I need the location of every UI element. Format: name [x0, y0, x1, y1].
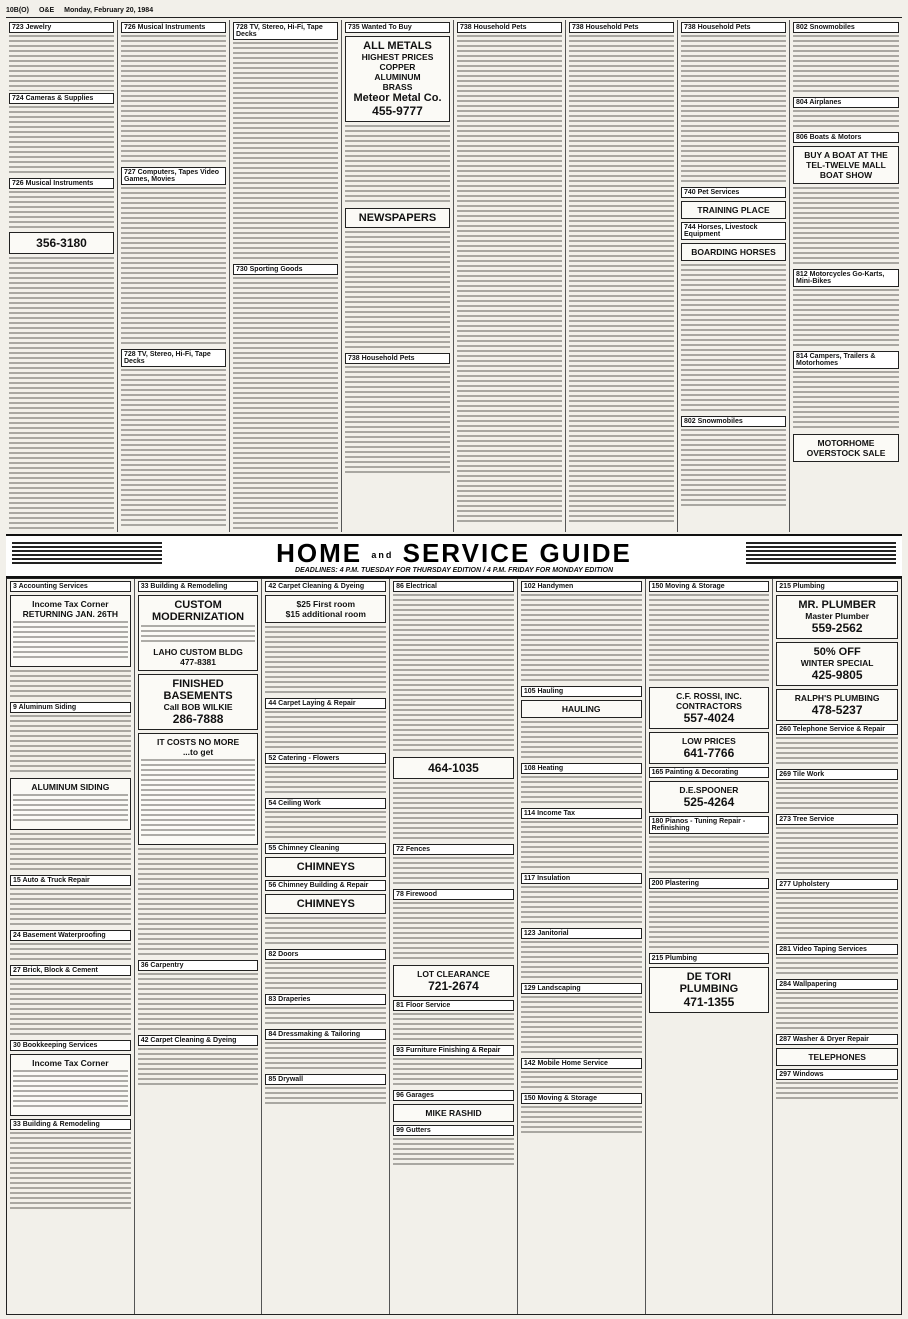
upper-column-6: [566, 20, 678, 532]
ad-phone: 477-8381: [180, 657, 217, 667]
section-heading: 142 Mobile Home Service: [521, 1058, 642, 1069]
income-tax-ad: [10, 595, 131, 667]
ad-headline: LOT CLEARANCE: [417, 969, 490, 979]
ad-line: BUY A BOAT AT THE: [804, 150, 888, 160]
listing-text: [776, 1082, 898, 1102]
section-heading: 123 Janitorial: [521, 928, 642, 939]
ad-headline: ALUMINUM SIDING: [31, 782, 110, 792]
listing-text: [521, 1106, 642, 1136]
section-heading: 33 Building & Remodeling: [10, 1119, 131, 1130]
ad-headline: MR. PLUMBER: [798, 599, 876, 611]
ad-line: ...to get: [182, 747, 214, 757]
listing-text: [265, 1042, 386, 1072]
ad-headline: RALPH'S PLUMBING: [794, 693, 880, 703]
section-heading: 738 Household Pets: [457, 22, 562, 33]
listing-text: [138, 973, 259, 1033]
ad-line: TEL-TWELVE MALL: [806, 160, 886, 170]
ad-headline: DE TORI: [686, 971, 732, 983]
banner-title-and: and: [371, 550, 394, 561]
detori-plumbing-ad: [649, 967, 770, 1013]
section-heading: 9 Aluminum Siding: [10, 702, 131, 713]
ad-phone: 721-2674: [428, 979, 479, 993]
spooner-ad: [649, 781, 770, 813]
section-heading: 200 Plastering: [649, 878, 770, 889]
ad-headline: LOW PRICES: [682, 736, 736, 746]
lower-column-4: [390, 579, 518, 1314]
display-ad: [9, 232, 114, 254]
upper-column-7: [678, 20, 790, 532]
section-heading: 86 Electrical: [393, 581, 514, 592]
section-heading: 804 Airplanes: [793, 97, 899, 108]
listing-text: [265, 811, 386, 841]
section-heading: 802 Snowmobiles: [681, 416, 786, 427]
section-heading: 99 Gutters: [393, 1125, 514, 1136]
ad-headline: TELEPHONES: [808, 1052, 866, 1062]
ad-headline: CUSTOM: [174, 599, 222, 611]
ad-headline: 50% OFF: [813, 646, 861, 658]
home-service-guide-banner: [6, 534, 902, 578]
listing-text: [521, 941, 642, 981]
listing-text: [793, 110, 899, 130]
ad-headline: ALL METALS: [363, 40, 432, 52]
lower-column-2: [135, 579, 263, 1314]
ad-headline: HAULING: [561, 704, 601, 714]
banner-title-guide: SERVICE GUIDE: [402, 538, 632, 568]
ad-headline: MIKE RASHID: [425, 1108, 482, 1118]
motorhome-ad: [793, 434, 899, 462]
ad-phone: 478-5237: [811, 703, 863, 717]
ad-headline: TRAINING PLACE: [697, 205, 770, 215]
ad-line: CONTRACTORS: [675, 701, 742, 711]
section-heading: 78 Firewood: [393, 889, 514, 900]
section-heading: 150 Moving & Storage: [521, 1093, 642, 1104]
section-heading: 723 Jewelry: [9, 22, 114, 33]
listing-text: [9, 257, 114, 532]
section-heading: 284 Wallpapering: [776, 979, 898, 990]
section-heading: 102 Handymen: [521, 581, 642, 592]
low-prices-ad: [649, 732, 770, 764]
listing-text: [265, 962, 386, 992]
section-heading: 129 Landscaping: [521, 983, 642, 994]
listing-text: [649, 891, 770, 951]
section-heading: 84 Dressmaking & Tailoring: [265, 1029, 386, 1040]
section-heading: 812 Motorcycles Go-Karts, Mini-Bikes: [793, 269, 899, 287]
ad-line: Call BOB WILKIE: [163, 702, 233, 712]
ad-phone: 525-4264: [683, 795, 735, 809]
listing-text: [233, 277, 338, 532]
listing-text: [9, 106, 114, 176]
ad-company: Meteor Metal Co.: [353, 92, 442, 104]
upper-column-2: [118, 20, 230, 532]
winter-special-ad: [776, 642, 898, 686]
income-tax-ad-2: [10, 1054, 131, 1116]
ad-phone: 471-1355: [683, 995, 735, 1009]
section-heading: 806 Boats & Motors: [793, 132, 899, 143]
listing-text: [233, 42, 338, 262]
ad-headline: BOARDING HORSES: [691, 247, 776, 257]
section-heading: 802 Snowmobiles: [793, 22, 899, 33]
section-heading: 33 Building & Remodeling: [138, 581, 259, 592]
telephones-ad: [776, 1048, 898, 1066]
section-heading: 740 Pet Services: [681, 187, 786, 198]
lower-column-5: [518, 579, 646, 1314]
listing-text: [9, 191, 114, 229]
ad-headline: Income Tax Corner: [32, 1058, 109, 1068]
section-heading: 150 Moving & Storage: [649, 581, 770, 592]
listing-text: [345, 366, 450, 476]
lower-column-3: [262, 579, 390, 1314]
section-heading: 730 Sporting Goods: [233, 264, 338, 275]
listing-text: [393, 782, 514, 842]
section-heading: 108 Heating: [521, 763, 642, 774]
listing-text: [681, 35, 786, 185]
page-number: 10B(O): [6, 7, 29, 14]
ad-phone: 286-7888: [172, 712, 224, 726]
section-heading: 44 Carpet Laying & Repair: [265, 698, 386, 709]
mr-plumber-ad: [776, 595, 898, 639]
ad-line: BOAT SHOW: [819, 170, 873, 180]
ad-headline: Income Tax Corner: [32, 599, 109, 609]
ad-headline-2: MODERNIZATION: [152, 611, 245, 623]
section-heading: 728 TV, Stereo, Hi-Fi, Tape Decks: [121, 349, 226, 367]
listing-text: [265, 711, 386, 751]
listing-text: [793, 371, 899, 431]
aluminum-siding-ad: [10, 778, 131, 830]
lower-column-1: [7, 579, 135, 1314]
ad-phone: 559-2562: [811, 621, 863, 635]
listing-text: [265, 766, 386, 796]
carpet-cleaning-ad: [265, 595, 386, 623]
finished-basements-ad: [138, 674, 259, 730]
listing-text: [457, 35, 562, 525]
listing-text: [776, 737, 898, 767]
listing-text: [569, 35, 674, 525]
listing-text: [393, 1138, 514, 1168]
listing-text: [521, 594, 642, 684]
section-heading: 269 Tile Work: [776, 769, 898, 780]
ad-headline-2: BASEMENTS: [163, 690, 233, 702]
newspapers-ad: [345, 208, 450, 228]
meteor-metal-ad: [345, 36, 450, 122]
section-heading: 180 Pianos - Tuning Repair - Refinishing: [649, 816, 770, 834]
boarding-ad: [681, 201, 786, 219]
section-heading: 56 Chimney Building & Repair: [265, 880, 386, 891]
listing-text: [521, 821, 642, 871]
listing-text: [521, 721, 642, 761]
section-heading: 85 Drywall: [265, 1074, 386, 1085]
listing-text: [793, 187, 899, 267]
custom-modernization-ad: [138, 595, 259, 671]
electrical-ad: [393, 757, 514, 779]
listing-text: [521, 886, 642, 926]
section-heading: 287 Washer & Dryer Repair: [776, 1034, 898, 1045]
page-header: [6, 4, 902, 18]
ad-subhead: HIGHEST PRICES: [361, 52, 434, 62]
section-heading: 277 Upholstery: [776, 879, 898, 890]
section-heading: 738 Household Pets: [681, 22, 786, 33]
section-heading: 82 Doors: [265, 949, 386, 960]
upper-column-3: [230, 20, 342, 532]
upper-column-4: [342, 20, 454, 532]
section-heading: 728 TV, Stereo, Hi-Fi, Tape Decks: [233, 22, 338, 40]
page-date: Monday, February 20, 1984: [64, 7, 154, 14]
ad-subhead: OVERSTOCK SALE: [806, 448, 886, 458]
listing-text: [10, 978, 131, 1038]
listing-text: [776, 827, 898, 877]
listing-text: [776, 782, 898, 812]
ad-headline: NEWSPAPERS: [358, 212, 437, 224]
listing-text: [265, 917, 386, 947]
section-heading: 24 Basement Waterproofing: [10, 930, 131, 941]
section-heading: 27 Brick, Block & Cement: [10, 965, 131, 976]
section-heading: 165 Painting & Decorating: [649, 767, 770, 778]
ad-headline: CHIMNEYS: [296, 898, 355, 910]
section-heading: 735 Wanted To Buy: [345, 22, 450, 33]
ad-headline-2: PLUMBING: [679, 983, 739, 995]
listing-text: [776, 992, 898, 1032]
section-heading: 814 Campers, Trailers & Motorhomes: [793, 351, 899, 369]
listing-text: [393, 594, 514, 754]
listing-text: [521, 1071, 642, 1091]
section-heading: 117 Insulation: [521, 873, 642, 884]
listing-text: [521, 996, 642, 1056]
ad-line: COPPER: [379, 62, 416, 72]
listing-text: [776, 892, 898, 942]
ad-headline: D.E.SPOONER: [679, 785, 739, 795]
listing-text: [649, 594, 770, 684]
listing-text: [265, 1087, 386, 1107]
listing-text: [265, 626, 386, 696]
ad-text: [13, 1070, 128, 1110]
listing-text: [10, 670, 131, 700]
section-heading: 724 Cameras & Supplies: [9, 93, 114, 104]
section-heading: 105 Hauling: [521, 686, 642, 697]
section-heading: 260 Telephone Service & Repair: [776, 724, 898, 735]
listing-text: [793, 289, 899, 349]
ad-headline: CHIMNEYS: [296, 861, 355, 873]
upper-column-5: [454, 20, 566, 532]
section-heading: 54 Ceiling Work: [265, 798, 386, 809]
rossi-contractors-ad: [649, 687, 770, 729]
ad-phone: 641-7766: [683, 746, 735, 760]
listing-text: [681, 264, 786, 414]
banner-deadline: DEADLINES: 4 P.M. TUESDAY FOR THURSDAY EDITION / 4 P.M. FRIDAY FOR MONDAY EDITION: [294, 567, 614, 574]
section-heading: 81 Floor Service: [393, 1000, 514, 1011]
ad-company: LAHO CUSTOM BLDG: [153, 647, 243, 657]
ad-text: [141, 625, 256, 645]
listing-text: [393, 1058, 514, 1088]
listing-text: [10, 1132, 131, 1212]
ad-line: ALUMINUM: [374, 72, 421, 82]
ad-phone: 464-1035: [428, 761, 479, 775]
ad-text: [13, 621, 128, 661]
section-heading: 738 Household Pets: [569, 22, 674, 33]
listing-text: [793, 35, 899, 95]
chimneys-ad: [265, 857, 386, 877]
section-heading: 36 Carpentry: [138, 960, 259, 971]
lot-clearance-ad: [393, 965, 514, 997]
upper-column-1: [6, 20, 118, 532]
section-heading: 273 Tree Service: [776, 814, 898, 825]
lower-column-7: [773, 579, 901, 1314]
ad-phone: 356-3180: [36, 236, 87, 250]
ad-headline: FINISHED: [172, 678, 224, 690]
listing-text: [649, 836, 770, 876]
section-heading: 297 Windows: [776, 1069, 898, 1080]
lower-column-6: [646, 579, 774, 1314]
ad-line: $15 additional room: [285, 609, 366, 619]
banner-title-home: HOME: [276, 538, 363, 568]
listing-text: [9, 35, 114, 91]
listing-text: [121, 369, 226, 529]
section-heading: 52 Catering - Flowers: [265, 753, 386, 764]
listing-text: [393, 857, 514, 887]
section-heading: 42 Carpet Cleaning & Dyeing: [265, 581, 386, 592]
ad-headline: IT COSTS NO MORE: [156, 737, 240, 747]
listing-text: [10, 943, 131, 963]
listing-text: [393, 1013, 514, 1043]
listing-text: [345, 125, 450, 205]
ad-phone: 557-4024: [683, 711, 735, 725]
boarding-horses-ad: [681, 243, 786, 261]
section-heading: 3 Accounting Services: [10, 581, 131, 592]
ad-text: [141, 759, 256, 839]
listing-text: [265, 1007, 386, 1027]
section-heading: 30 Bookkeeping Services: [10, 1040, 131, 1051]
listing-text: [681, 429, 786, 509]
section-heading: 727 Computers, Tapes Video Games, Movies: [121, 167, 226, 185]
ad-line: WINTER SPECIAL: [800, 658, 874, 668]
section-heading: 738 Household Pets: [345, 353, 450, 364]
mike-rashid-ad: [393, 1104, 514, 1122]
upper-classifieds: [6, 20, 902, 532]
section-heading: 83 Draperies: [265, 994, 386, 1005]
listing-text: [121, 35, 226, 165]
chimneys-ad-2: [265, 894, 386, 914]
listing-text: [121, 187, 226, 347]
listing-text: [776, 957, 898, 977]
listing-text: [345, 231, 450, 351]
boat-show-ad: [793, 146, 899, 184]
ad-headline: $25 First room: [296, 599, 356, 609]
listing-text: [10, 888, 131, 928]
listing-text: [10, 715, 131, 775]
ad-line: BRASS: [382, 82, 413, 92]
section-heading: 281 Video Taping Services: [776, 944, 898, 955]
section-heading: 215 Plumbing: [649, 953, 770, 964]
ad-phone: 425-9805: [811, 668, 863, 682]
listing-text: [393, 902, 514, 962]
section-heading: 726 Musical Instruments: [9, 178, 114, 189]
ad-line: RETURNING JAN. 26TH: [22, 609, 119, 619]
ad-headline: MOTORHOME: [817, 438, 875, 448]
ad-phone: 455-9777: [372, 104, 423, 118]
section-heading: 96 Garages: [393, 1090, 514, 1101]
upper-column-8: [790, 20, 902, 532]
listing-text: [138, 848, 259, 958]
section-heading: 726 Musical Instruments: [121, 22, 226, 33]
section-heading: 215 Plumbing: [776, 581, 898, 592]
banner-title: [6, 538, 902, 569]
ad-text: [13, 794, 128, 824]
costs-no-more-ad: [138, 733, 259, 845]
section-heading: 114 Income Tax: [521, 808, 642, 819]
section-heading: 72 Fences: [393, 844, 514, 855]
section-heading: 42 Carpet Cleaning & Dyeing: [138, 1035, 259, 1046]
section-heading: 15 Auto & Truck Repair: [10, 875, 131, 886]
ad-line: Master Plumber: [805, 611, 870, 621]
hauling-ad: [521, 700, 642, 718]
listing-text: [138, 1048, 259, 1088]
listing-text: [10, 833, 131, 873]
section-heading: 93 Furniture Finishing & Repair: [393, 1045, 514, 1056]
listing-text: [521, 776, 642, 806]
ad-headline: C.F. ROSSI, INC.: [676, 691, 742, 701]
service-guide-listings: [6, 578, 902, 1315]
section-heading: 744 Horses, Livestock Equipment: [681, 222, 786, 240]
section-heading: 55 Chimney Cleaning: [265, 843, 386, 854]
paper-name: O&E: [38, 7, 55, 14]
ralphs-plumbing-ad: [776, 689, 898, 721]
